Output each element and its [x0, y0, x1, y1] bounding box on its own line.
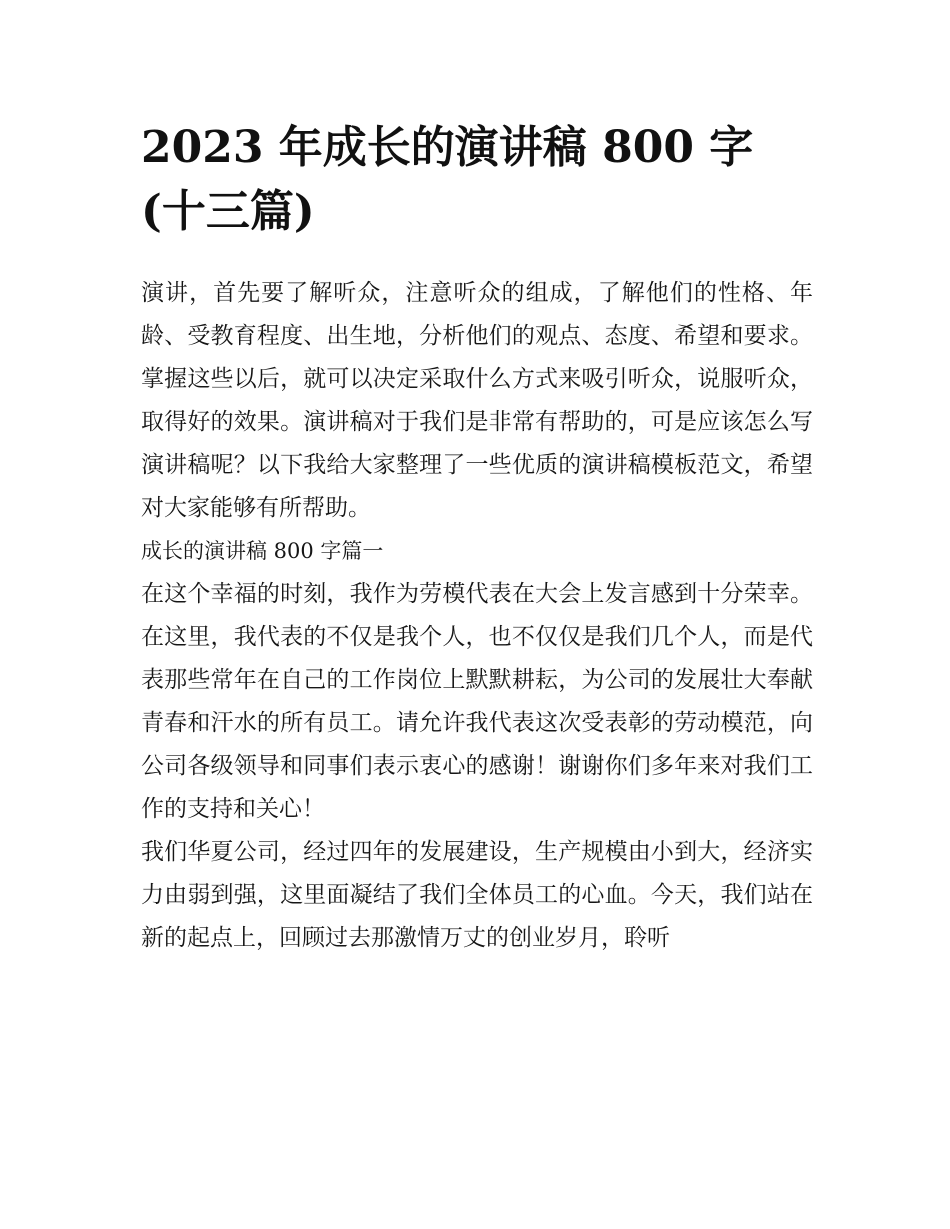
title-line-1: 2023 年成长的演讲稿 800 字	[141, 122, 754, 173]
document-title	[141, 116, 813, 244]
section-heading: 成长的演讲稿 800 字篇一	[141, 539, 384, 563]
title-line-2: (十三篇)	[141, 186, 315, 237]
body-paragraph-1: 在这个幸福的时刻，我作为劳模代表在大会上发言感到十分荣幸。在这里，我代表的不仅是我个人，也不仅仅是我们几个人，而是代表那些常年在自己的工作岗位上默默耕耘，为公司的发展壮大奉献青春和汗水的所有员工。请允许我代表这次受表彰的劳动模范，向公司各级领导和同事们表示衷心的感谢！谢谢你们多年来对我们工作的支持和关心！	[141, 581, 813, 822]
document-content	[141, 116, 813, 960]
intro-paragraph: 演讲，首先要了解听众，注意听众的组成，了解他们的性格、年龄、受教育程度、出生地，分析他们的观点、态度、希望和要求。掌握这些以后，就可以决定采取什么方式来吸引听众，说服听众，取得好的效果。演讲稿对于我们是非常有帮助的，可是应该怎么写演讲稿呢？以下我给大家整理了一些优质的演讲稿模板范文，希望对大家能够有所帮助。	[141, 280, 813, 521]
body-paragraph-2: 我们华夏公司，经过四年的发展建设，生产规模由小到大，经济实力由弱到强，这里面凝结了我们全体员工的心血。今天，我们站在新的起点上，回顾过去那激情万丈的创业岁月，聆听	[141, 839, 813, 951]
document-body	[141, 272, 813, 960]
